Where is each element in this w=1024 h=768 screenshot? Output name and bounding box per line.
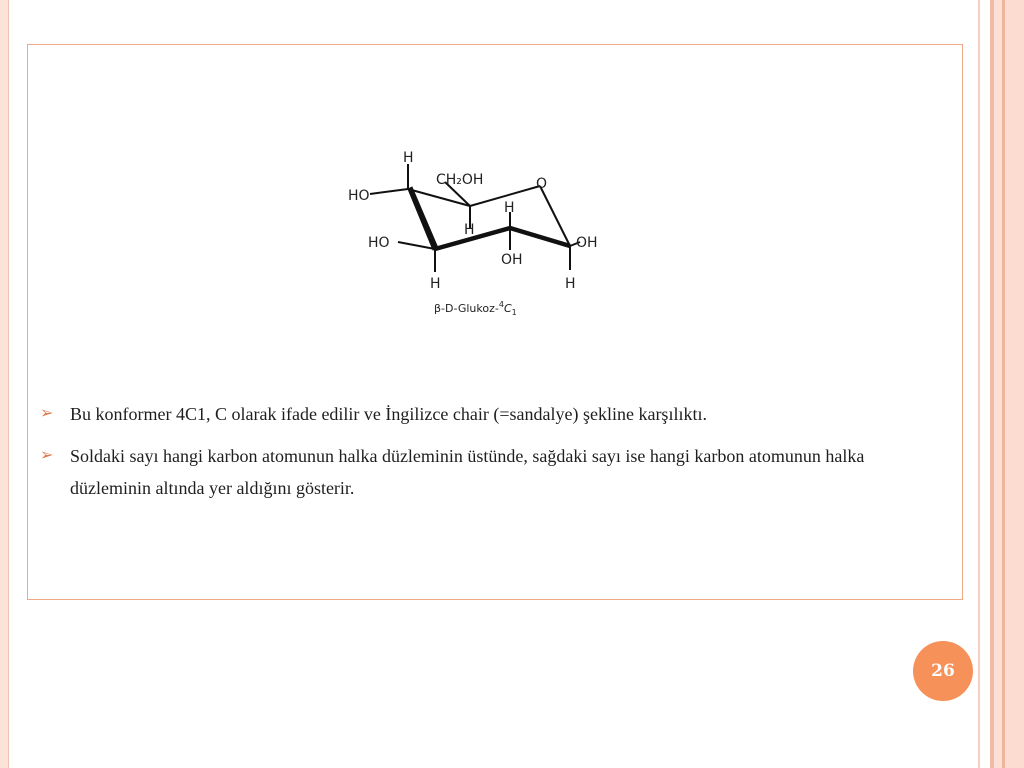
label-h-bottom-right: H [565, 276, 576, 292]
bullet-arrow-icon: ➢ [40, 447, 54, 464]
label-ring-oxygen: O [536, 176, 548, 192]
bullet-arrow-icon: ➢ [40, 405, 54, 422]
bullet-item [40, 398, 940, 430]
right-decorative-stripes [978, 0, 1024, 768]
label-ho-lower: HO [368, 235, 390, 251]
left-decorative-stripe [0, 0, 8, 768]
label-ho-upper: HO [348, 188, 370, 204]
figure-caption: $\beta-D-Glukoz-^4C_1$ [434, 300, 517, 317]
label-oh-right: OH [576, 235, 598, 251]
bullet-text: Bu konformer 4C1, C olarak ifade edilir ve İngilizce chair (=sandalye) şekline karşılıktı. [70, 404, 707, 424]
page-number-badge [913, 641, 973, 701]
label-h-top: H [403, 150, 414, 166]
label-oh-bottom: OH [501, 252, 523, 268]
bullet-text: Soldaki sayı hangi karbon atomunun halka düzleminin üstünde, sağdaki sayı ise hangi karbon atomunun halka düzleminin altında yer aldığını gösterir. [70, 446, 865, 498]
label-h-mid-upper: H [504, 200, 515, 216]
page-number: 26 [931, 661, 955, 681]
label-h-mid-lower: H [464, 222, 475, 238]
bullet-item [40, 440, 940, 504]
glucose-chair-figure [318, 142, 618, 327]
label-h-bottom-left: H [430, 276, 441, 292]
bullet-list [40, 398, 940, 514]
label-ch2oh: CH₂OH [436, 172, 484, 188]
